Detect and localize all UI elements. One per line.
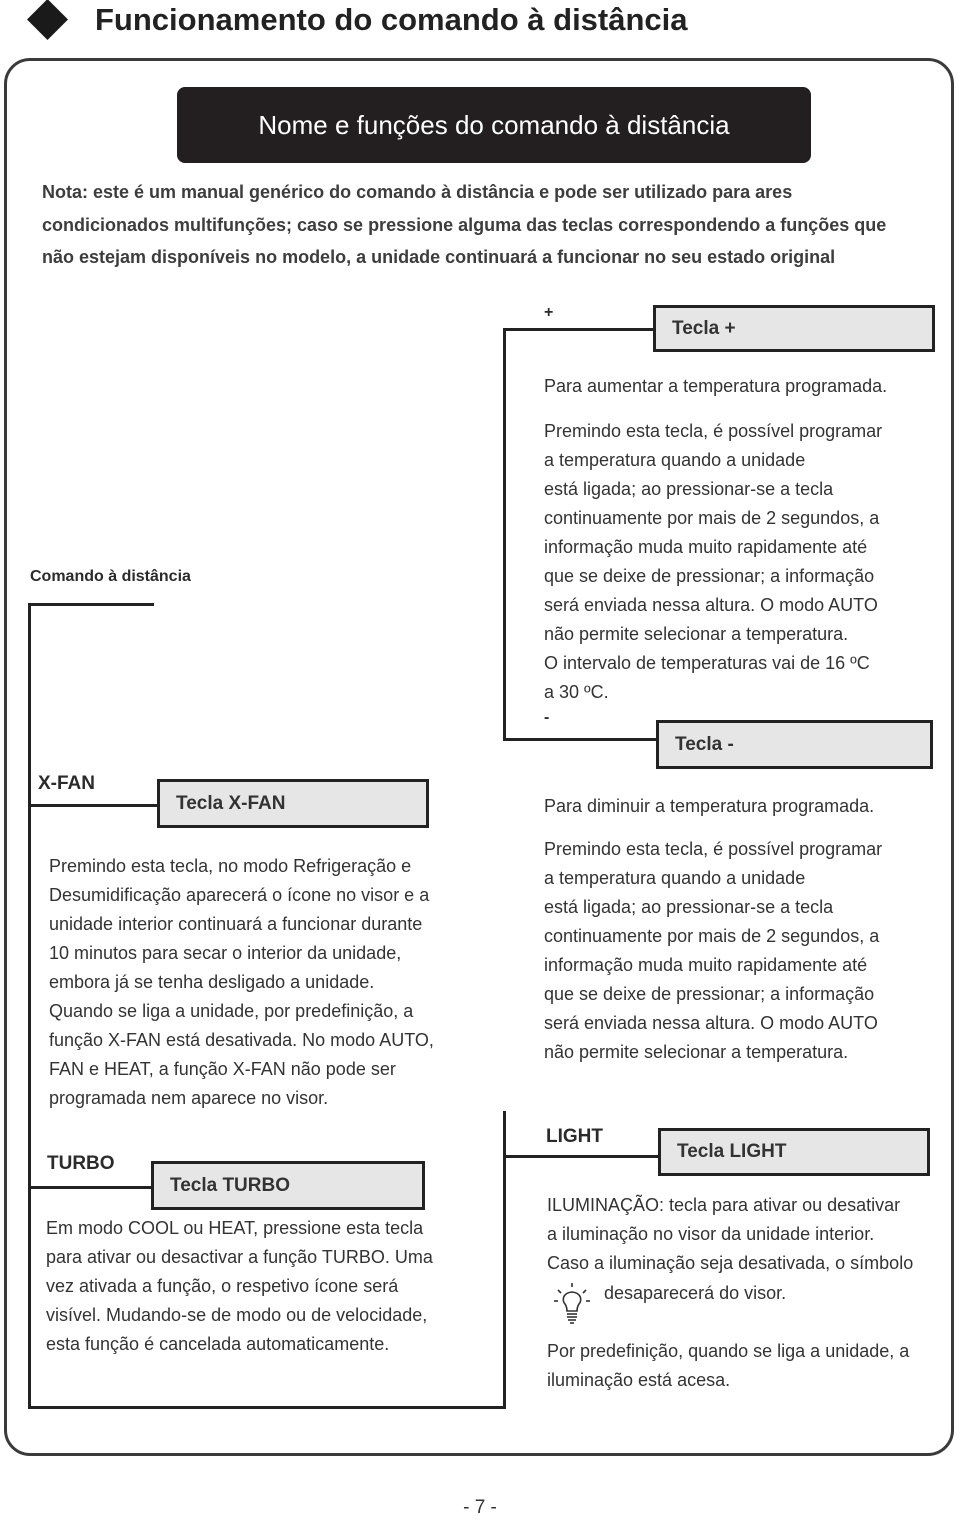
light-bulb-icon [553, 1282, 591, 1326]
tecla-light-button: Tecla LIGHT [658, 1128, 930, 1176]
section-banner: Nome e funções do comando à distância [177, 87, 811, 163]
remote-control-label: Comando à distância [30, 568, 191, 585]
minus-description: Premindo esta tecla, é possível programar a temperatura quando a unidade está ligada; ao pressionar-se a tecla continuamente por mais de 2 segundos, a informação muda muito rapidamente até que se deixe de pressionar; a informação será enviada nessa altura. O modo AUTO não permite selecionar a temperatura. [544, 839, 883, 1062]
connector-line [28, 804, 157, 807]
light-label: LIGHT [546, 1126, 603, 1147]
light-description: ILUMINAÇÃO: tecla para ativar ou desativar a iluminação no visor da unidade interior. Caso a iluminação seja desativada, o símbolo [547, 1195, 914, 1273]
bracket-line [28, 1406, 506, 1409]
note-text: Nota: este é um manual genérico do comando à distância e pode ser utilizado para ares condicionados multifunções; caso se pressione alguma das teclas correspondendo a funções que não estejam disponíveis no modelo, a unidade continuará a funcionar no seu estado original [42, 182, 887, 267]
bracket-line [28, 603, 31, 1409]
tecla-xfan-button: Tecla X-FAN [157, 779, 429, 828]
xfan-label: X-FAN [38, 773, 95, 794]
connector-line [503, 738, 656, 741]
plus-description: Premindo esta tecla, é possível programar a temperatura quando a unidade está ligada; ao pressionar-se a tecla continuamente por mais de 2 segundos, a informação muda muito rapidamente até que se deixe de pressionar; a informação será enviada nessa altura. O modo AUTO não permite selecionar a temperatura. O intervalo de temperaturas vai de 16 ºC a 30 ºC. [544, 421, 883, 702]
bracket-line [28, 603, 154, 606]
minus-lead-text: Para diminuir a temperatura programada. [544, 796, 875, 816]
light-default-text: Por predefinição, quando se liga a unidade, a iluminação está acesa. [547, 1341, 910, 1390]
page-number: - 7 - [463, 1497, 497, 1518]
diamond-bullet-icon [27, 0, 68, 40]
connector-line [28, 1186, 151, 1189]
connector-line [503, 328, 506, 709]
connector-line [503, 1155, 658, 1158]
tecla-turbo-button: Tecla TURBO [151, 1161, 425, 1210]
connector-line [503, 708, 506, 738]
connector-line [503, 328, 653, 331]
plus-lead-text: Para aumentar a temperatura programada. [544, 376, 888, 396]
tecla-plus-button: Tecla + [653, 305, 935, 352]
page-title: Funcionamento do comando à distância [95, 2, 688, 37]
minus-symbol: - [544, 709, 550, 726]
xfan-description: Premindo esta tecla, no modo Refrigeração e Desumidificação aparecerá o ícone no visor e a unidade interior continuará a funcionar durante 10 minutos para secar o interior da unidade, embora já se tenha desligado a unidade. Quando se liga a unidade, por predefinição, a função X-FAN está desativada. No modo AUTO, FAN e HEAT, a função X-FAN não pode ser programada nem aparece no visor. [49, 856, 434, 1108]
turbo-label: TURBO [47, 1153, 115, 1174]
tecla-minus-button: Tecla - [656, 720, 933, 769]
light-description-continued: desaparecerá do visor. [604, 1283, 787, 1303]
plus-symbol: + [544, 304, 554, 321]
turbo-description: Em modo COOL ou HEAT, pressione esta tecla para ativar ou desactivar a função TURBO. Uma vez ativada a função, o respetivo ícone será visível. Mudando-se de modo ou de velocidade, esta função é cancelada automaticamente. [46, 1218, 433, 1354]
